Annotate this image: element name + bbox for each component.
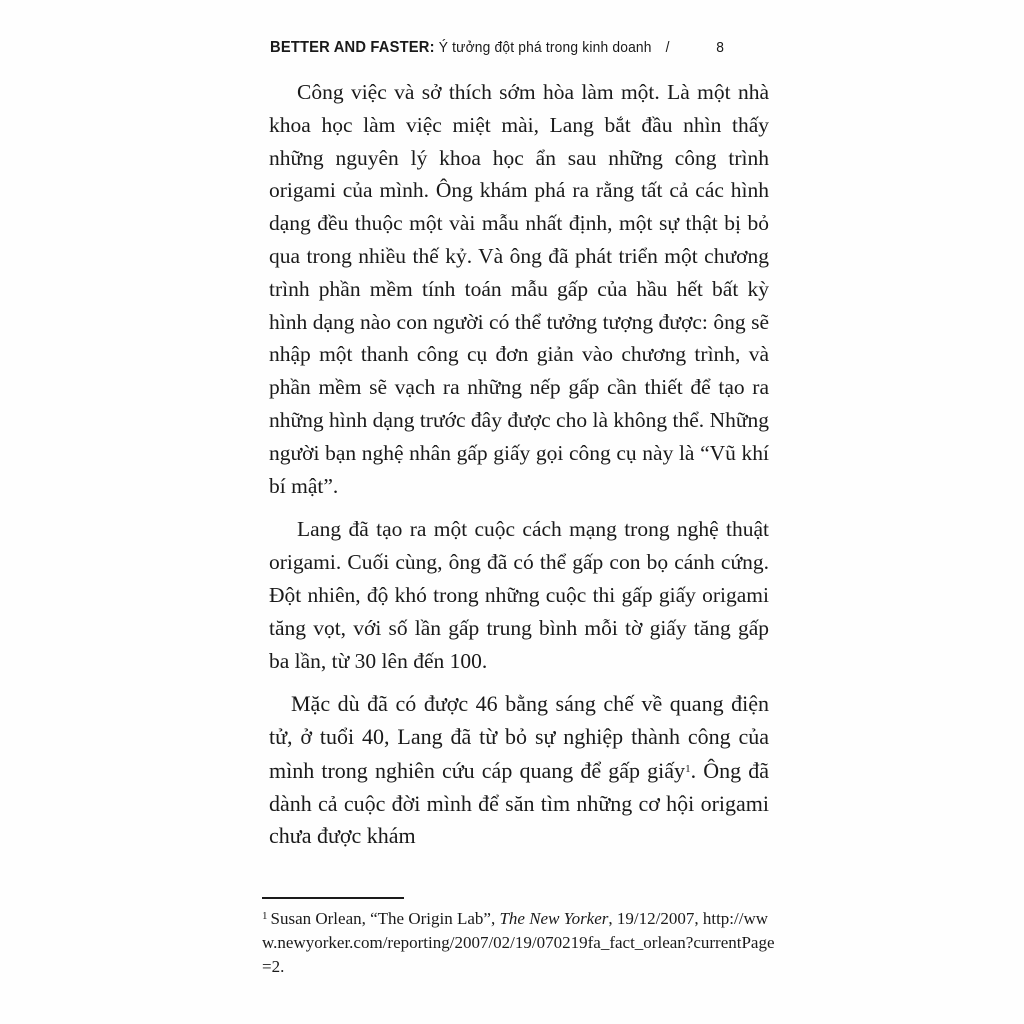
footnote-reference: 1: [685, 763, 691, 776]
paragraph-3-text-start: Mặc dù đã có được 46 bằng sáng chế về quang điện tử, ở tuổi 40, Lang đã từ bỏ sự nghiệp thành công của mình trong nghiên cứu cáp quang để gấp giấy: [269, 691, 769, 784]
paragraph-2: Lang đã tạo ra một cuộc cách mạng trong nghệ thuật origami. Cuối cùng, ông đã có thể gấp con bọ cánh cứng. Đột nhiên, độ khó trong những cuộc thi gấp giấy origami tăng vọt, với số lần gấp trung bình mỗi tờ giấy tăng gấp ba lần, từ 30 lên đến 100.: [269, 517, 769, 673]
footnote-mark: 1: [262, 910, 268, 922]
paragraph-3: [269, 688, 769, 853]
paragraph-1: Công việc và sở thích sớm hòa làm một. Là một nhà khoa học làm việc miệt mài, Lang bắt đầu nhìn thấy những nguyên lý khoa học ẩn sau những công trình origami của mình. Ông khám phá ra rằng tất cả các hình dạng đều thuộc một vài mẫu nhất định, một sự thật bị bỏ qua trong nhiều thế kỷ. Và ông đã phát triển một chương trình phần mềm tính toán mẫu gấp của hầu hết bất kỳ hình dạng nào con người có thể tưởng tượng được: ông sẽ nhập một thanh công cụ đơn giản vào chương trình, và phần mềm sẽ vạch ra những nếp gấp cần thiết để tạo ra những hình dạng trước đây được cho là không thể. Những người bạn nghệ nhân gấp giấy gọi công cụ này là “Vũ khí bí mật”.: [269, 80, 769, 498]
running-head: [270, 36, 739, 60]
footnote: [262, 904, 782, 979]
book-title: BETTER AND FASTER:: [270, 39, 435, 56]
book-subtitle: Ý tưởng đột phá trong kinh doanh: [438, 39, 652, 56]
footnote-divider: [262, 897, 404, 899]
paragraph-3-text-end: . Ông đã dành cả cuộc đời mình để săn tìm những cơ hội origami chưa được khám: [269, 758, 769, 849]
header-separator: /: [665, 39, 670, 56]
body-text: [269, 76, 769, 853]
footnote-date: , 19/12/2007,: [608, 909, 699, 928]
page-number: 8: [716, 39, 725, 56]
footnote-citation: Susan Orlean, “The Origin Lab”,: [270, 909, 500, 928]
footnote-publication: The New Yorker: [499, 909, 609, 928]
footnote-url: http://www.newyorker.com/reporting/2007/02/19/070219fa_fact_orlean?currentPage=2.: [262, 909, 775, 976]
